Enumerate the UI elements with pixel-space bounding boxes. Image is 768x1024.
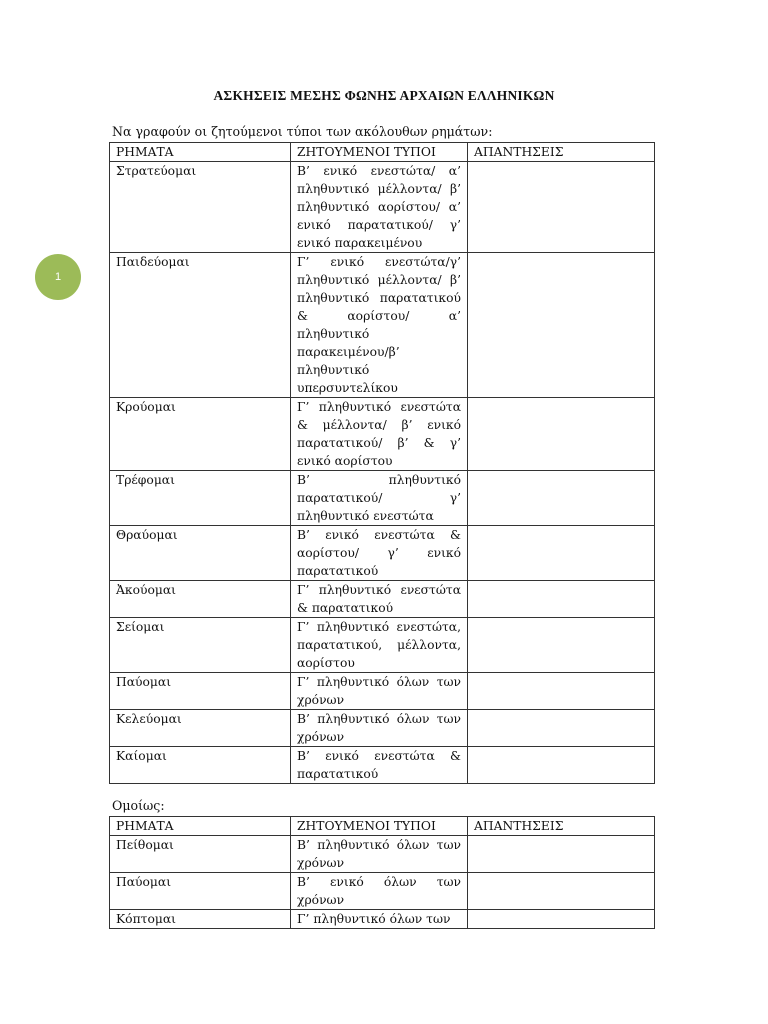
answer-cell[interactable]	[468, 618, 655, 673]
forms-cell: Γ’ πληθυντικό ενεστώτα, παρατατικού, μέλλοντα, αορίστου	[291, 618, 468, 673]
answer-cell[interactable]	[468, 253, 655, 398]
verb-cell: Θραύομαι	[110, 526, 291, 581]
answer-cell[interactable]	[468, 526, 655, 581]
forms-cell: Β’ ενικό ενεστώτα/ α’ πληθυντικό μέλλοντα/ β’ πληθυντικό αορίστου/ α’ ενικό παρατατικού/ γ’ ενικό παρακειμένου	[291, 162, 468, 253]
verb-cell: Στρατεύομαι	[110, 162, 291, 253]
table-row	[110, 581, 655, 618]
forms-cell: Β’ ενικό ενεστώτα & παρατατικού	[291, 747, 468, 784]
verb-cell: Κρούομαι	[110, 398, 291, 471]
answer-cell[interactable]	[468, 710, 655, 747]
table-row	[110, 910, 655, 929]
verb-cell: Καίομαι	[110, 747, 291, 784]
table-row	[110, 873, 655, 910]
table-row	[110, 471, 655, 526]
instruction-text: Να γραφούν οι ζητούμενοι τύποι των ακόλουθων ρημάτων:	[112, 124, 493, 139]
forms-cell: Γ’ ενικό ενεστώτα/γ’ πληθυντικό μέλλοντα/ β’ πληθυντικό παρατατικού & αορίστου/ α’ πληθυντικό παρακειμένου/β’ πληθυντικό υπερσυντελίκου	[291, 253, 468, 398]
table-row	[110, 747, 655, 784]
forms-cell: Β’ πληθυντικό όλων των χρόνων	[291, 710, 468, 747]
answer-cell[interactable]	[468, 747, 655, 784]
forms-cell: Β’ ενικό όλων των χρόνων	[291, 873, 468, 910]
answer-cell[interactable]	[468, 162, 655, 253]
table-row	[110, 253, 655, 398]
header-verbs: ΡΗΜΑΤΑ	[110, 143, 291, 162]
header-answers: ΑΠΑΝΤΗΣΕΙΣ	[468, 817, 655, 836]
verb-cell: Παιδεύομαι	[110, 253, 291, 398]
header-forms: ΖΗΤΟΥΜΕΝΟΙ ΤΥΠΟΙ	[291, 817, 468, 836]
page-number-badge	[35, 254, 81, 300]
table-row	[110, 398, 655, 471]
answer-cell[interactable]	[468, 581, 655, 618]
header-answers: ΑΠΑΝΤΗΣΕΙΣ	[468, 143, 655, 162]
verb-cell: Σείομαι	[110, 618, 291, 673]
header-forms: ΖΗΤΟΥΜΕΝΟΙ ΤΥΠΟΙ	[291, 143, 468, 162]
answer-cell[interactable]	[468, 910, 655, 929]
instruction-similarly: Ομοίως:	[112, 798, 165, 813]
verb-cell: Τρέφομαι	[110, 471, 291, 526]
answer-cell[interactable]	[468, 873, 655, 910]
forms-cell: Γ’ πληθυντικό ενεστώτα & μέλλοντα/ β’ ενικό παρατατικού/ β’ & γ’ ενικό αορίστου	[291, 398, 468, 471]
forms-cell: Γ’ πληθυντικό ενεστώτα & παρατατικού	[291, 581, 468, 618]
verb-cell: Παύομαι	[110, 673, 291, 710]
answer-cell[interactable]	[468, 673, 655, 710]
table-row	[110, 162, 655, 253]
table-row	[110, 526, 655, 581]
answer-cell[interactable]	[468, 471, 655, 526]
forms-cell: Γ’ πληθυντικό όλων των χρόνων	[291, 673, 468, 710]
table-row	[110, 710, 655, 747]
exercise-table-2	[109, 816, 655, 929]
exercise-table-1	[109, 142, 655, 784]
table-row	[110, 836, 655, 873]
verb-cell: Κελεύομαι	[110, 710, 291, 747]
verb-cell: Πείθομαι	[110, 836, 291, 873]
answer-cell[interactable]	[468, 836, 655, 873]
forms-cell: Β’ πληθυντικό παρατατικού/ γ’ πληθυντικό ενεστώτα	[291, 471, 468, 526]
forms-cell: Β’ ενικό ενεστώτα & αορίστου/ γ’ ενικό παρατατικού	[291, 526, 468, 581]
table-header-row	[110, 817, 655, 836]
forms-cell: Β’ πληθυντικό όλων των χρόνων	[291, 836, 468, 873]
verb-cell: Κόπτομαι	[110, 910, 291, 929]
page-number: 1	[54, 271, 62, 283]
document-title: ΑΣΚΗΣΕΙΣ ΜΕΣΗΣ ΦΩΝΗΣ ΑΡΧΑΙΩΝ ΕΛΛΗΝΙΚΩΝ	[213, 88, 555, 103]
verb-cell: Ἀκούομαι	[110, 581, 291, 618]
table-row	[110, 673, 655, 710]
answer-cell[interactable]	[468, 398, 655, 471]
forms-cell: Γ’ πληθυντικό όλων των	[291, 910, 468, 929]
table-row	[110, 618, 655, 673]
table-header-row	[110, 143, 655, 162]
verb-cell: Παύομαι	[110, 873, 291, 910]
header-verbs: ΡΗΜΑΤΑ	[110, 817, 291, 836]
